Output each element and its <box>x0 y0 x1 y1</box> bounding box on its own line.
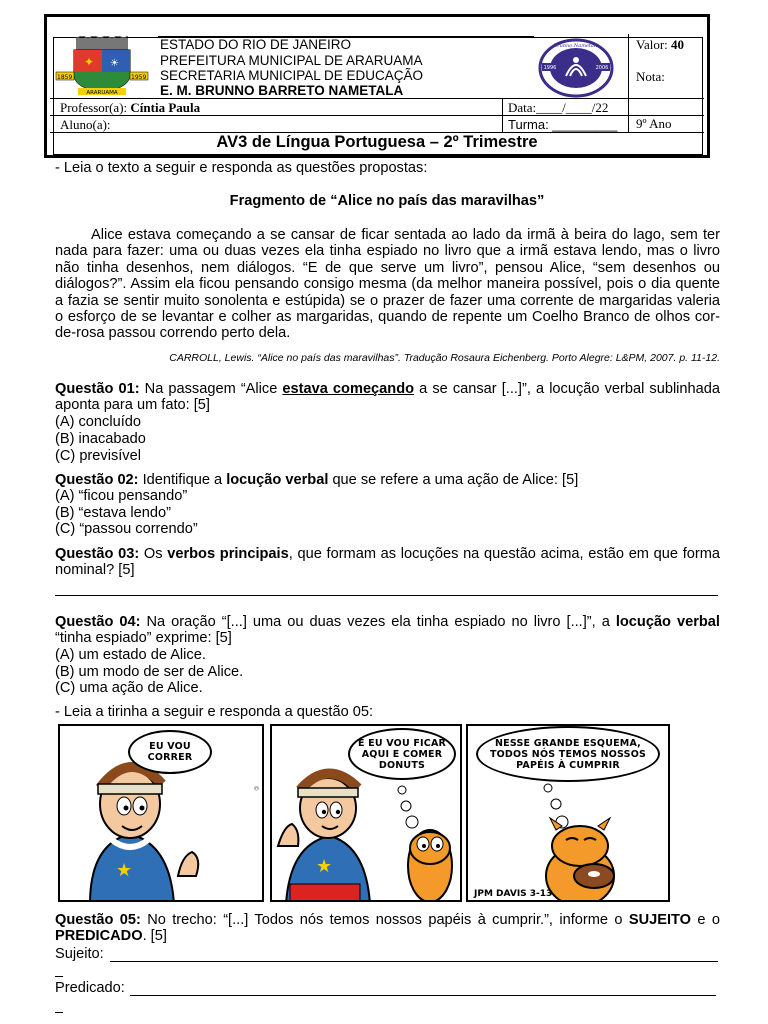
subject-label: Sujeito: <box>55 946 104 962</box>
subject-answer-line-end <box>55 976 63 977</box>
q5-label: Questão 05: <box>55 912 141 928</box>
q5-text-c: . [5] <box>142 928 167 945</box>
svg-text:★: ★ <box>316 856 333 876</box>
q2-label: Questão 02: <box>55 472 139 488</box>
q2-option-c[interactable]: (C) “passou correndo” <box>55 521 198 537</box>
panel1-copyright: © <box>252 786 258 791</box>
teacher-label: Professor(a): <box>60 100 128 115</box>
q1-option-c[interactable]: (C) previsível <box>55 448 141 464</box>
q5-text-b: e o <box>691 912 720 928</box>
svg-text:✦: ✦ <box>84 55 95 69</box>
q5-bold-subject: SUJEITO <box>628 912 692 928</box>
header-state: ESTADO DO RIO DE JANEIRO <box>160 37 352 52</box>
q4-option-b[interactable]: (B) um modo de ser de Alice. <box>55 664 244 680</box>
header-rule-1 <box>158 36 534 37</box>
header-city: PREFEITURA MUNICIPAL DE ARARUAMA <box>160 53 423 68</box>
school-seal-logo <box>536 36 616 100</box>
q5-text-a: No trecho: “[...] Todos nós temos nossos papéis à cumprir.”, informe o <box>140 912 629 928</box>
text-title: Fragmento de “Alice no país das maravilhas” <box>229 193 545 209</box>
row-rule-1 <box>50 98 704 99</box>
svg-text:Brunno Nametala: Brunno Nametala <box>553 43 599 49</box>
comic-panel-2 <box>270 724 462 902</box>
q1-option-b[interactable]: (B) inacabado <box>55 431 146 447</box>
predicate-label: Predicado: <box>55 980 125 996</box>
svg-text:☀: ☀ <box>110 58 119 69</box>
question-04 <box>55 614 720 647</box>
header-secretariat: SECRETARIA MUNICIPAL DE EDUCAÇÃO <box>160 68 424 83</box>
q3-bold: verbos principais <box>167 546 289 562</box>
q1-text-a: Na passagem “Alice <box>139 381 283 397</box>
predicate-answer-line-end <box>55 1012 63 1013</box>
coat-of-arms-logo <box>54 36 150 96</box>
q2-option-a[interactable]: (A) “ficou pensando” <box>55 488 188 504</box>
svg-text:★: ★ <box>116 860 133 880</box>
student-field[interactable]: Aluno(a): <box>60 117 111 132</box>
q1-option-a[interactable]: (A) concluído <box>55 414 141 430</box>
row-divider-2 <box>628 98 629 132</box>
value-label: Valor: <box>636 37 668 52</box>
q2-text-b: que se refere a uma ação de Alice: [5] <box>328 472 579 488</box>
q1-label: Questão 01: <box>55 381 140 397</box>
q2-bold: locução verbal <box>226 472 329 488</box>
q4-label: Questão 04: <box>55 614 141 630</box>
value-number: 40 <box>671 37 685 52</box>
intro-instruction: - Leia o texto a seguir e responda as questões propostas: <box>55 160 428 176</box>
comic-panel-1 <box>58 724 264 902</box>
comic-signature: JPM DAVIS 3-13 <box>474 889 553 899</box>
svg-text:2006: 2006 <box>595 65 609 71</box>
question-05 <box>55 912 720 945</box>
question-03 <box>55 546 720 579</box>
speech-bubble-1: EU VOU CORRER <box>128 730 212 774</box>
q3-text-b: , que formam as locuções na questão acima, estão em que forma nominal? [5] <box>55 546 720 579</box>
alice-paragraph: Alice estava começando a se cansar de ficar sentada ao lado da irmã à beira do lago, sem ter nada para fazer: uma ou duas vezes ela tinha espiado no livro que a irmã estava lendo, mas o livro não tinha desenhos, nem diálogos. “E de que serve um livro”, pensou Alice, “sem desenhos ou diálogos?”. Assim ela ficou pensando consigo mesma (da melhor maneira possível, pois o dia quente a fazia se sentir muito sonolenta e estúpida) se o prazer de fazer uma corrente de margaridas valeria o esforço de se levantar e colher as margaridas, quando de repente um Coelho Branco de olhos cor-de-rosa passou correndo perto dela. <box>55 227 720 342</box>
q4-option-c[interactable]: (C) uma ação de Alice. <box>55 680 203 696</box>
subject-answer-line[interactable] <box>110 961 718 962</box>
header-rule-2 <box>628 34 629 98</box>
comic-panel-3 <box>466 724 670 902</box>
question-02 <box>55 472 578 488</box>
svg-text:1859: 1859 <box>57 74 73 81</box>
thought-bubble-3: NESSE GRANDE ESQUEMA, TODOS NÓS TEMOS NOSSOS PAPÉIS À CUMPRIR <box>476 726 660 782</box>
value-field <box>636 37 684 53</box>
q3-label: Questão 03: <box>55 546 140 562</box>
date-field[interactable]: Data:____/____/22 <box>508 100 609 115</box>
q1-underlined: estava começando <box>282 381 415 397</box>
predicate-answer-line[interactable] <box>130 995 716 996</box>
question-01 <box>55 381 720 414</box>
row-divider-1 <box>502 98 503 132</box>
q4-text-a: Na oração “[...] uma ou duas vezes ela tinha espiado no livro [...]”, a <box>140 614 616 630</box>
svg-text:ARARUAMA: ARARUAMA <box>86 90 118 96</box>
thought-bubble-2: E EU VOU FICAR AQUI E COMER DONUTS <box>348 728 456 780</box>
teacher-name: Cíntia Paula <box>130 100 201 115</box>
q4-bold: locução verbal <box>615 614 720 630</box>
q2-text-a: Identifique a <box>138 472 227 488</box>
header-school: E. M. BRUNNO BARRETO NAMETALA <box>160 83 404 98</box>
q5-bold-predicate: PREDICADO <box>55 928 143 945</box>
q2-option-b[interactable]: (B) “estava lendo” <box>55 505 171 521</box>
teacher-field <box>60 100 200 116</box>
exam-title: AV3 de Língua Portuguesa – 2º Trimestre <box>216 133 538 151</box>
svg-text:1996: 1996 <box>543 65 557 71</box>
class-field[interactable]: Turma: _________ <box>508 117 618 132</box>
q1-text-b: a se cansar [...]”, a locução verbal sublinhada aponta para um fato: [5] <box>55 381 721 414</box>
q4-text-b: “tinha espiado” exprime: [5] <box>55 630 232 647</box>
svg-text:1959: 1959 <box>131 74 147 81</box>
q3-text-a: Os <box>139 546 168 562</box>
q3-answer-line[interactable] <box>55 595 718 596</box>
citation: CARROLL, Lewis. “Alice no país das maravilhas”. Tradução Rosaura Eichenberg. Porto Alegre: L&PM, 2007. p. 11-12. <box>169 352 720 364</box>
grade-label: Nota: <box>636 69 665 84</box>
school-year: 9º Ano <box>636 116 672 131</box>
comic-intro: - Leia a tirinha a seguir e responda a questão 05: <box>55 704 374 720</box>
q4-option-a[interactable]: (A) um estado de Alice. <box>55 647 206 663</box>
